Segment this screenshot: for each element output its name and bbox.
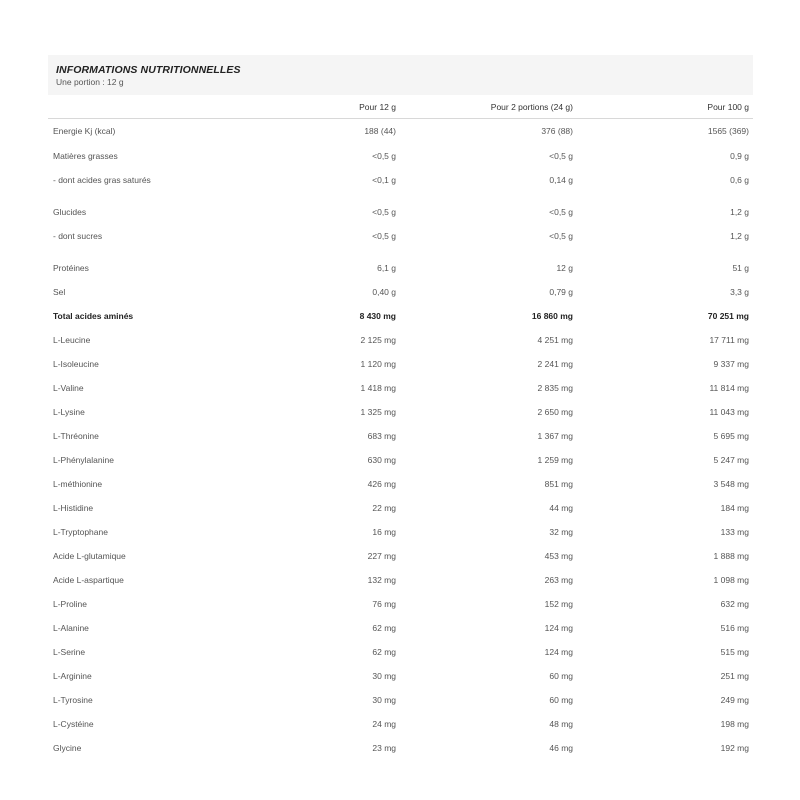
table-row bbox=[48, 256, 753, 280]
table-row bbox=[48, 664, 753, 688]
value-per-12g: <0,5 g bbox=[372, 150, 396, 161]
panel-header bbox=[48, 55, 753, 95]
value-per-12g: 6,1 g bbox=[377, 262, 396, 273]
value-per-100g: 11 043 mg bbox=[709, 406, 749, 417]
table-header-row bbox=[48, 95, 753, 119]
nutrient-label: L-Thréonine bbox=[53, 430, 99, 441]
value-per-2-portions: 1 259 mg bbox=[537, 454, 573, 465]
nutrient-label: L-Phénylalanine bbox=[53, 454, 114, 465]
value-per-12g: 30 mg bbox=[372, 694, 396, 705]
value-per-2-portions: 16 860 mg bbox=[531, 310, 573, 321]
value-per-2-portions: 263 mg bbox=[544, 574, 573, 585]
table-row bbox=[48, 472, 753, 496]
value-per-100g: 3 548 mg bbox=[713, 478, 749, 489]
nutrient-label: L-Proline bbox=[53, 598, 88, 609]
value-per-100g: 5 247 mg bbox=[713, 454, 749, 465]
column-header-per-2-portions: Pour 2 portions (24 g) bbox=[396, 95, 573, 119]
value-per-2-portions: 4 251 mg bbox=[537, 334, 573, 345]
table-row bbox=[48, 424, 753, 448]
value-per-100g: 632 mg bbox=[720, 598, 749, 609]
value-per-12g: 62 mg bbox=[372, 622, 396, 633]
table-row bbox=[48, 496, 753, 520]
value-per-2-portions: 0,14 g bbox=[549, 174, 573, 185]
nutrient-label: Glycine bbox=[53, 742, 82, 753]
value-per-2-portions: 851 mg bbox=[544, 478, 573, 489]
value-per-100g: 1 888 mg bbox=[713, 550, 749, 561]
value-per-12g: <0,5 g bbox=[372, 206, 396, 217]
value-per-2-portions: 2 241 mg bbox=[537, 358, 573, 369]
value-per-12g: 23 mg bbox=[372, 742, 396, 753]
nutrient-label: Acide L-aspartique bbox=[53, 574, 124, 585]
nutrient-label: Energie Kj (kcal) bbox=[53, 126, 116, 137]
value-per-12g: 227 mg bbox=[367, 550, 396, 561]
value-per-2-portions: 152 mg bbox=[544, 598, 573, 609]
row-spacer bbox=[48, 192, 753, 200]
nutrient-label: L-Histidine bbox=[53, 502, 94, 513]
nutrient-label: Glucides bbox=[53, 206, 87, 217]
table-row bbox=[48, 640, 753, 664]
table-row bbox=[48, 400, 753, 424]
table-row bbox=[48, 304, 753, 328]
table-row bbox=[48, 736, 753, 760]
value-per-12g: 30 mg bbox=[372, 670, 396, 681]
table-row bbox=[48, 280, 753, 304]
nutrient-label: Total acides aminés bbox=[53, 310, 134, 321]
value-per-100g: 70 251 mg bbox=[707, 310, 749, 321]
nutrient-label: L-Leucine bbox=[53, 334, 91, 345]
value-per-100g: 0,6 g bbox=[730, 174, 749, 185]
value-per-100g: 5 695 mg bbox=[713, 430, 749, 441]
table-row bbox=[48, 168, 753, 192]
table-row bbox=[48, 520, 753, 544]
value-per-100g: 1 098 mg bbox=[713, 574, 749, 585]
spacer-cell bbox=[48, 248, 753, 256]
nutrient-label: L-méthionine bbox=[53, 478, 103, 489]
table-row bbox=[48, 352, 753, 376]
value-per-100g: 133 mg bbox=[720, 526, 749, 537]
nutrient-label: L-Isoleucine bbox=[53, 358, 99, 369]
value-per-2-portions: 124 mg bbox=[544, 646, 573, 657]
value-per-100g: 184 mg bbox=[720, 502, 749, 513]
value-per-2-portions: 0,79 g bbox=[549, 286, 573, 297]
value-per-12g: <0,5 g bbox=[372, 230, 396, 241]
value-per-100g: 11 814 mg bbox=[709, 382, 749, 393]
value-per-100g: 9 337 mg bbox=[713, 358, 749, 369]
value-per-100g: 3,3 g bbox=[730, 286, 749, 297]
value-per-12g: 16 mg bbox=[372, 526, 396, 537]
table-row bbox=[48, 119, 753, 144]
value-per-2-portions: 124 mg bbox=[544, 622, 573, 633]
value-per-2-portions: 60 mg bbox=[549, 694, 573, 705]
value-per-12g: 188 (44) bbox=[364, 126, 396, 137]
table-row bbox=[48, 224, 753, 248]
value-per-2-portions: 46 mg bbox=[549, 742, 573, 753]
nutrient-label: L-Arginine bbox=[53, 670, 92, 681]
value-per-100g: 516 mg bbox=[720, 622, 749, 633]
value-per-12g: 1 120 mg bbox=[360, 358, 396, 369]
table-body bbox=[48, 119, 753, 760]
nutrient-label: L-Tyrosine bbox=[53, 694, 93, 705]
nutrient-label: - dont acides gras saturés bbox=[53, 174, 151, 185]
table-row bbox=[48, 592, 753, 616]
nutrient-label: Acide L-glutamique bbox=[53, 550, 126, 561]
value-per-12g: 1 418 mg bbox=[360, 382, 396, 393]
table-row bbox=[48, 376, 753, 400]
value-per-100g: 17 711 mg bbox=[709, 334, 749, 345]
value-per-2-portions: 12 g bbox=[556, 262, 573, 273]
value-per-100g: 192 mg bbox=[720, 742, 749, 753]
value-per-100g: 1,2 g bbox=[730, 206, 749, 217]
nutrition-panel bbox=[48, 55, 753, 760]
table-row bbox=[48, 544, 753, 568]
value-per-12g: 2 125 mg bbox=[360, 334, 396, 345]
value-per-2-portions: <0,5 g bbox=[549, 206, 573, 217]
nutrient-label: Sel bbox=[53, 286, 66, 297]
value-per-2-portions: 44 mg bbox=[549, 502, 573, 513]
table-row bbox=[48, 568, 753, 592]
value-per-12g: <0,1 g bbox=[372, 174, 396, 185]
value-per-12g: 62 mg bbox=[372, 646, 396, 657]
nutrient-label: L-Tryptophane bbox=[53, 526, 108, 537]
nutrient-label: L-Alanine bbox=[53, 622, 89, 633]
nutrient-label: L-Lysine bbox=[53, 406, 85, 417]
value-per-12g: 1 325 mg bbox=[360, 406, 396, 417]
value-per-2-portions: 2 650 mg bbox=[537, 406, 573, 417]
table-row bbox=[48, 328, 753, 352]
value-per-2-portions: 453 mg bbox=[544, 550, 573, 561]
column-header-nutrient bbox=[48, 95, 249, 119]
value-per-12g: 132 mg bbox=[367, 574, 396, 585]
value-per-2-portions: 1 367 mg bbox=[537, 430, 573, 441]
table-row bbox=[48, 144, 753, 168]
table-row bbox=[48, 712, 753, 736]
value-per-100g: 1,2 g bbox=[730, 230, 749, 241]
value-per-12g: 76 mg bbox=[372, 598, 396, 609]
column-header-per-100g: Pour 100 g bbox=[573, 95, 753, 119]
value-per-100g: 198 mg bbox=[720, 718, 749, 729]
value-per-2-portions: <0,5 g bbox=[549, 150, 573, 161]
nutrient-label: L-Cystéine bbox=[53, 718, 94, 729]
value-per-12g: 426 mg bbox=[367, 478, 396, 489]
nutrient-label: Matières grasses bbox=[53, 150, 118, 161]
nutrition-table bbox=[48, 95, 753, 760]
value-per-100g: 249 mg bbox=[720, 694, 749, 705]
nutrient-label: L-Serine bbox=[53, 646, 86, 657]
value-per-2-portions: 60 mg bbox=[549, 670, 573, 681]
nutrient-label: - dont sucres bbox=[53, 230, 103, 241]
value-per-12g: 24 mg bbox=[372, 718, 396, 729]
value-per-12g: 630 mg bbox=[367, 454, 396, 465]
table-row bbox=[48, 616, 753, 640]
column-header-per-12g: Pour 12 g bbox=[249, 95, 396, 119]
nutrient-label: L-Valine bbox=[53, 382, 84, 393]
value-per-2-portions: 2 835 mg bbox=[537, 382, 573, 393]
spacer-cell bbox=[48, 192, 753, 200]
value-per-2-portions: 376 (88) bbox=[541, 126, 573, 137]
value-per-2-portions: 32 mg bbox=[549, 526, 573, 537]
value-per-100g: 0,9 g bbox=[730, 150, 749, 161]
value-per-100g: 51 g bbox=[732, 262, 749, 273]
value-per-2-portions: <0,5 g bbox=[549, 230, 573, 241]
table-row bbox=[48, 200, 753, 224]
value-per-12g: 22 mg bbox=[372, 502, 396, 513]
value-per-12g: 683 mg bbox=[367, 430, 396, 441]
nutrient-label: Protéines bbox=[53, 262, 89, 273]
serving-size: Une portion : 12 g bbox=[56, 77, 124, 87]
value-per-12g: 8 430 mg bbox=[359, 310, 396, 321]
value-per-2-portions: 48 mg bbox=[549, 718, 573, 729]
value-per-100g: 251 mg bbox=[720, 670, 749, 681]
value-per-100g: 1565 (369) bbox=[707, 126, 749, 137]
table-row bbox=[48, 448, 753, 472]
row-spacer bbox=[48, 248, 753, 256]
table-row bbox=[48, 688, 753, 712]
value-per-100g: 515 mg bbox=[720, 646, 749, 657]
value-per-12g: 0,40 g bbox=[372, 286, 396, 297]
panel-title: INFORMATIONS NUTRITIONNELLES bbox=[56, 64, 241, 76]
